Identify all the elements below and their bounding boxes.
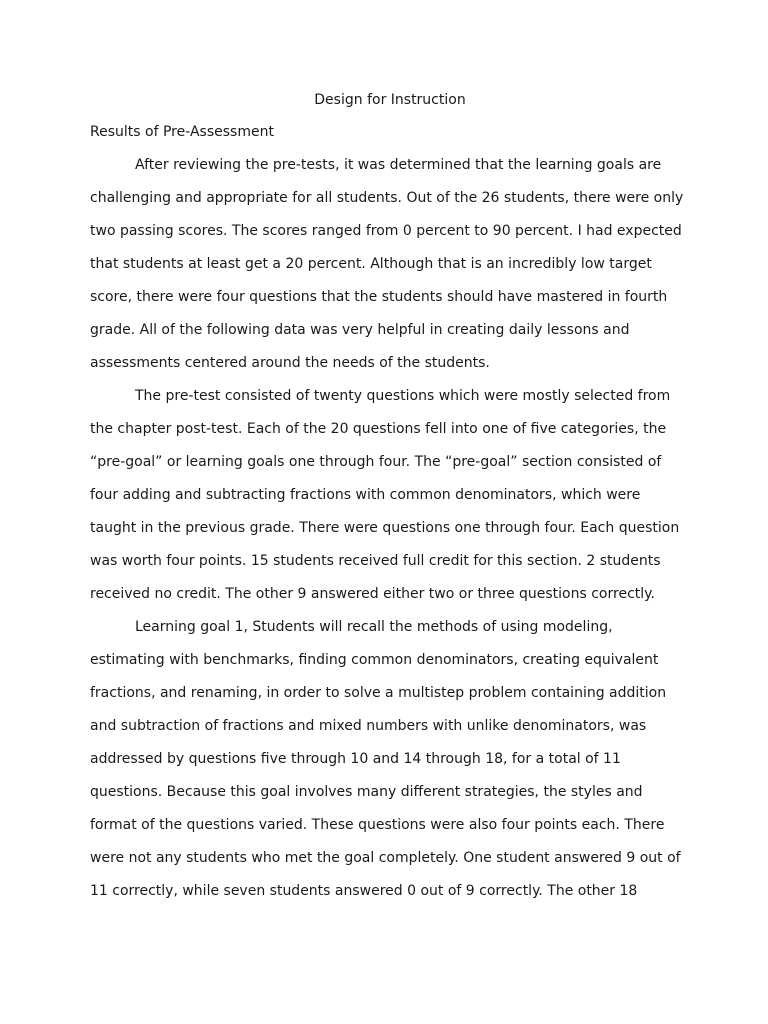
text-line: four adding and subtracting fractions with common denominators, which were [90, 487, 641, 503]
document-page [90, 88, 690, 908]
paragraph [90, 611, 690, 908]
text-line: 11 correctly, while seven students answered 0 out of 9 correctly. The other 18 [90, 883, 638, 899]
text-line: grade. All of the following data was very helpful in creating daily lessons and [90, 322, 630, 338]
text-line: and subtraction of fractions and mixed numbers with unlike denominators, was [90, 718, 647, 734]
text-line: Learning goal 1, Students will recall the methods of using modeling, [135, 619, 613, 635]
text-line: fractions, and renaming, in order to solve a multistep problem containing addition [90, 685, 667, 701]
text-line: the chapter post-test. Each of the 20 questions fell into one of five categories, the [90, 421, 667, 437]
text-line: that students at least get a 20 percent. Although that is an incredibly low target [90, 256, 652, 272]
text-line: addressed by questions five through 10 and 14 through 18, for a total of 11 [90, 751, 621, 767]
text-line: After reviewing the pre-tests, it was determined that the learning goals are [135, 157, 662, 173]
document-title: Design for Instruction [314, 92, 466, 108]
text-line: The pre-test consisted of twenty questions which were mostly selected from [135, 388, 671, 404]
text-line: assessments centered around the needs of the students. [90, 355, 490, 371]
text-line: was worth four points. 15 students received full credit for this section. 2 students [90, 553, 661, 569]
text-line: estimating with benchmarks, finding common denominators, creating equivalent [90, 652, 659, 668]
paragraph [90, 380, 690, 611]
section-heading: Results of Pre-Assessment [90, 124, 274, 140]
text-line: score, there were four questions that the students should have mastered in fourth [90, 289, 668, 305]
text-line: questions. Because this goal involves many different strategies, the styles and [90, 784, 643, 800]
text-line: challenging and appropriate for all students. Out of the 26 students, there were only [90, 190, 684, 206]
text-line: received no credit. The other 9 answered either two or three questions correctly. [90, 586, 655, 602]
text-line: “pre-goal” or learning goals one through four. The “pre-goal” section consisted of [90, 454, 662, 470]
text-line: were not any students who met the goal completely. One student answered 9 out of [90, 850, 681, 866]
paragraph [90, 149, 690, 380]
text-line: format of the questions varied. These questions were also four points each. There [90, 817, 665, 833]
text-line: taught in the previous grade. There were questions one through four. Each question [90, 520, 680, 536]
text-line: two passing scores. The scores ranged from 0 percent to 90 percent. I had expected [90, 223, 682, 239]
